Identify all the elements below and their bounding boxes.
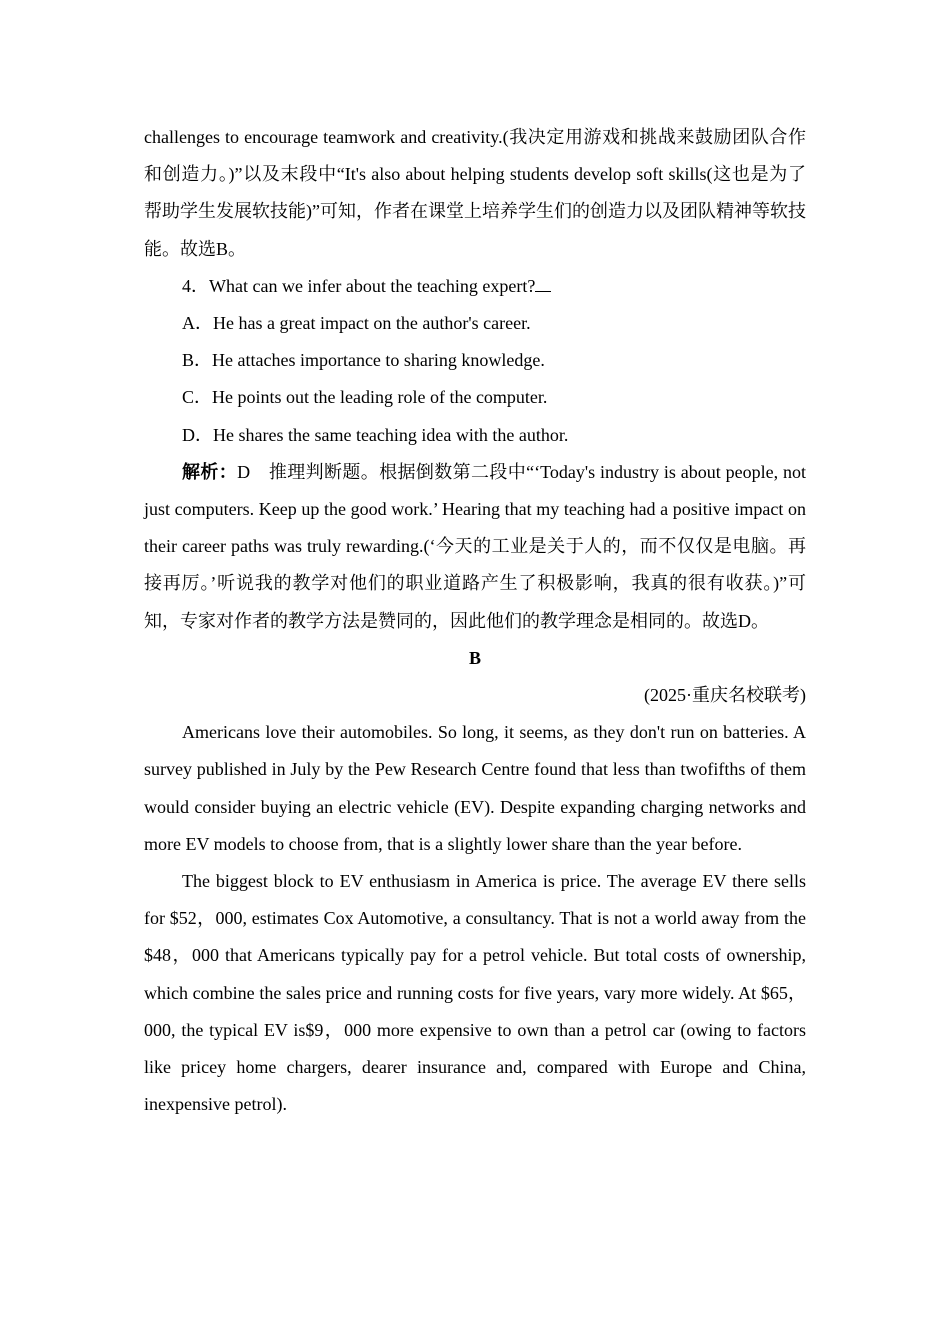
passage-paragraph-1: Americans love their automobiles. So long, it seems, as they don't run on batteries. A survey published in July by the Pew Research Centre found that less than twofifths of them would consider buying an electric vehicle (EV). Despite expanding charging networks and more EV models to choose from, that is a slightly lower share than the year before.: [144, 722, 806, 854]
option-b: B．He attaches importance to sharing knowledge.: [182, 350, 545, 371]
answer-blank: [535, 279, 551, 292]
option-a: A．He has a great impact on the author's career.: [182, 313, 531, 334]
previous-explanation: challenges to encourage teamwork and creativity.(我决定用游戏和挑战来鼓励团队合作和创造力。)”以及末段中“It's also about helping students develop soft skills(这也是为了帮助学生发展软技能)”可知，作者在课堂上培养学生们的创造力以及团队精神等软技能。故选B。: [144, 127, 806, 259]
passage-paragraph-2: The biggest block to EV enthusiasm in America is price. The average EV there sells for $52，000, estimates Cox Automotive, a consultancy. That is not a world away from the $48，000 that Americans typically pay for a petrol vehicle. But total costs of ownership, which combine the sales price and running costs for five years, vary more widely. At $65，000, the typical EV is$9，000 more expensive to own than a petrol car (owing to factors like pricey home chargers, dearer insurance and, compared with Europe and China, inexpensive petrol).: [144, 871, 806, 1115]
analysis-text: D 推理判断题。根据倒数第二段中“‘Today's industry is about people, not just computers. Keep up the good work.’ Hearing that my teaching had a positive impact on their career paths was truly rewarding.(‘今天的工业是关于人的，而不仅仅是电脑。再接再厉。’听说我的教学对他们的职业道路产生了积极影响，我真的很有收获。)”可知，专家对作者的教学方法是赞同的，因此他们的教学理念是相同的。故选D。: [144, 461, 807, 631]
analysis-label: 解析：: [182, 461, 238, 482]
passage-source: (2025·重庆名校联考): [644, 685, 806, 706]
option-d: D．He shares the same teaching idea with the author.: [182, 424, 569, 445]
option-c: C．He points out the leading role of the computer.: [182, 387, 548, 408]
question-4-stem: [144, 268, 806, 305]
section-heading: B: [468, 647, 481, 668]
document-page: [144, 119, 806, 1123]
question-4-text: 4．What can we infer about the teaching expert?: [182, 275, 536, 296]
analysis: [144, 454, 806, 640]
